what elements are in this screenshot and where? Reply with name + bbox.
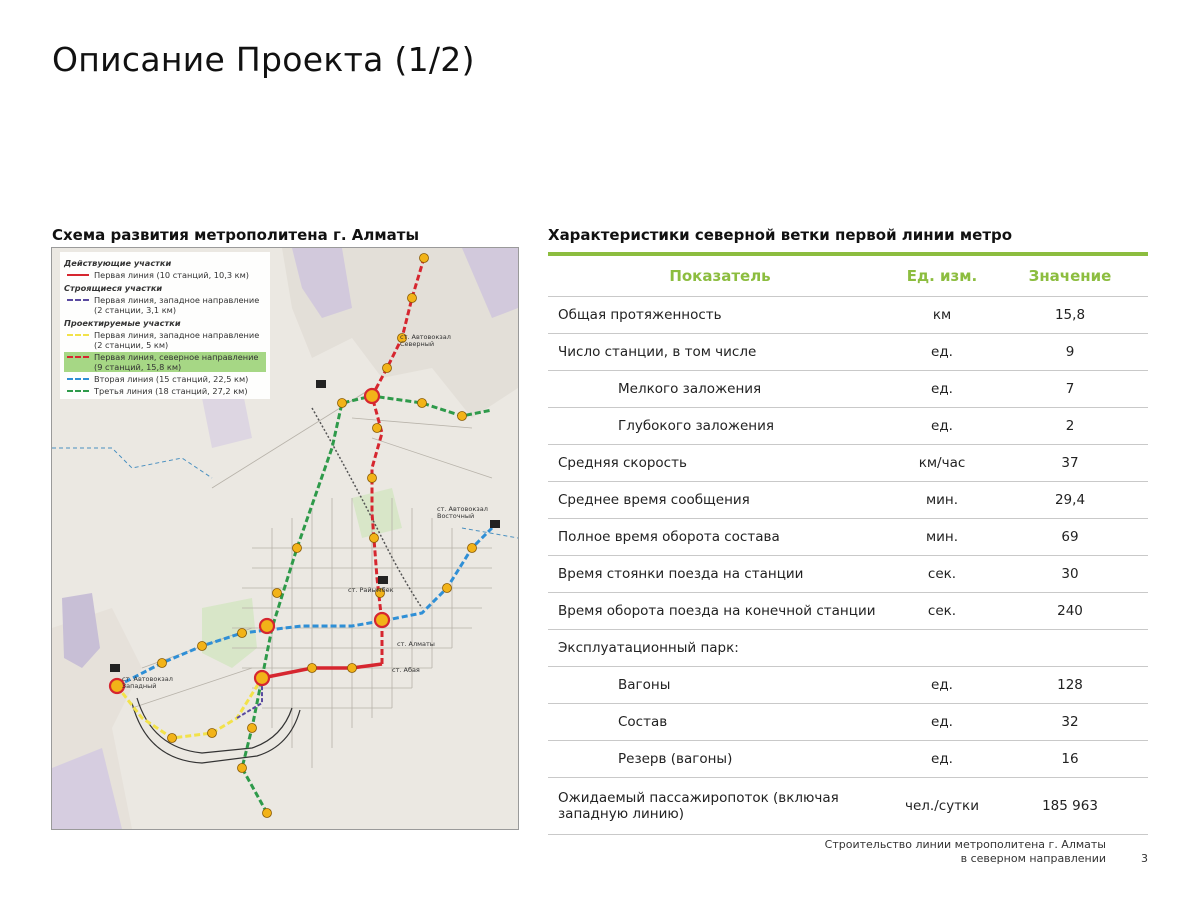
- table-row: [548, 297, 1148, 334]
- page-number: 3: [1141, 852, 1148, 865]
- row-unit: [892, 630, 992, 667]
- row-name: Мелкого заложения: [548, 371, 892, 408]
- map-heading: Схема развития метрополитена г. Алматы: [52, 226, 420, 244]
- legend-line3: Третья линия (18 станций, 27,2 км): [64, 386, 266, 396]
- map-label-abay: ст. Абая: [392, 666, 420, 674]
- table-row: [548, 519, 1148, 556]
- row-value: 7: [992, 371, 1148, 408]
- map-label-raiymbek: ст. Райымбек: [348, 586, 394, 594]
- table-row: [548, 371, 1148, 408]
- row-value: 15,8: [992, 297, 1148, 334]
- map-label-avtovokzal-sever: ст. Автовокзал Северный: [400, 333, 451, 348]
- header-value: Значение: [992, 254, 1148, 297]
- row-name: Глубокого заложения: [548, 408, 892, 445]
- row-unit: км: [892, 297, 992, 334]
- row-value: 29,4: [992, 482, 1148, 519]
- row-name: Полное время оборота состава: [548, 519, 892, 556]
- row-value: 9: [992, 334, 1148, 371]
- slide-title: Описание Проекта (1/2): [52, 40, 475, 79]
- row-name: Вагоны: [548, 667, 892, 704]
- row-unit: ед.: [892, 408, 992, 445]
- row-unit: чел./сутки: [892, 778, 992, 835]
- footer-line-2: в северном направлении: [960, 852, 1106, 865]
- row-value: 128: [992, 667, 1148, 704]
- legend-line1-west: Первая линия, западное направление (2 станции, 3,1 км): [64, 295, 266, 315]
- row-unit: ед.: [892, 741, 992, 778]
- header-unit: Ед. изм.: [892, 254, 992, 297]
- row-unit: ед.: [892, 667, 992, 704]
- row-name: Средняя скорость: [548, 445, 892, 482]
- legend-line1-west-planned: Первая линия, западное направление (2 станции, 5 км): [64, 330, 266, 350]
- row-unit: ед.: [892, 334, 992, 371]
- legend-line1: Первая линия (10 станций, 10,3 км): [64, 270, 266, 280]
- row-name: Эксплуатационный парк:: [548, 630, 892, 667]
- legend-line2: Вторая линия (15 станций, 22,5 км): [64, 374, 266, 384]
- row-name: Среднее время сообщения: [548, 482, 892, 519]
- row-unit: сек.: [892, 556, 992, 593]
- row-value: 30: [992, 556, 1148, 593]
- table-row: [548, 445, 1148, 482]
- row-name: Время стоянки поезда на станции: [548, 556, 892, 593]
- table-row: [548, 556, 1148, 593]
- map-label-almaty: ст. Алматы: [397, 640, 435, 648]
- row-name: Резерв (вагоны): [548, 741, 892, 778]
- row-value: 16: [992, 741, 1148, 778]
- legend-group-building: Строящиеся участки: [64, 283, 163, 293]
- row-name: Общая протяженность: [548, 297, 892, 334]
- row-value: 240: [992, 593, 1148, 630]
- table-row: [548, 704, 1148, 741]
- row-name: Число станции, в том числе: [548, 334, 892, 371]
- row-value: 69: [992, 519, 1148, 556]
- row-unit: ед.: [892, 704, 992, 741]
- map-label-avtovokzal-vostok: ст. Автовокзал Восточный: [437, 505, 488, 520]
- footer-line-1: Строительство линии метрополитена г. Алматы: [824, 838, 1106, 851]
- legend-line1-north: Первая линия, северное направление (9 станций, 15,8 км): [64, 352, 266, 372]
- table-header-row: [548, 254, 1148, 297]
- table-row: [548, 408, 1148, 445]
- map-label-avtovokzal-zapad: ст. Автовокзал Западный: [122, 675, 173, 690]
- table-row: [548, 482, 1148, 519]
- table-heading: Характеристики северной ветки первой линии метро: [548, 226, 1013, 244]
- row-unit: мин.: [892, 519, 992, 556]
- table-row: [548, 334, 1148, 371]
- row-unit: км/час: [892, 445, 992, 482]
- row-value: 32: [992, 704, 1148, 741]
- legend-group-existing: Действующие участки: [64, 258, 172, 268]
- row-value: 37: [992, 445, 1148, 482]
- legend-group-planned: Проектируемые участки: [64, 318, 181, 328]
- metro-map: [51, 247, 519, 830]
- row-value: 185 963: [992, 778, 1148, 835]
- row-value: 2: [992, 408, 1148, 445]
- row-name: Состав: [548, 704, 892, 741]
- row-unit: ед.: [892, 371, 992, 408]
- table-row: [548, 778, 1148, 835]
- table-row: [548, 630, 1148, 667]
- row-unit: сек.: [892, 593, 992, 630]
- header-name: Показатель: [548, 254, 892, 297]
- characteristics-table: [548, 252, 1148, 835]
- footer-caption: [825, 838, 1106, 866]
- row-value: [992, 630, 1148, 667]
- table-row: [548, 741, 1148, 778]
- table-row: [548, 593, 1148, 630]
- map-legend: [60, 252, 270, 399]
- row-name: Время оборота поезда на конечной станции: [548, 593, 892, 630]
- row-unit: мин.: [892, 482, 992, 519]
- table-row: [548, 667, 1148, 704]
- row-name: Ожидаемый пассажиропоток (включая западную линию): [548, 778, 892, 835]
